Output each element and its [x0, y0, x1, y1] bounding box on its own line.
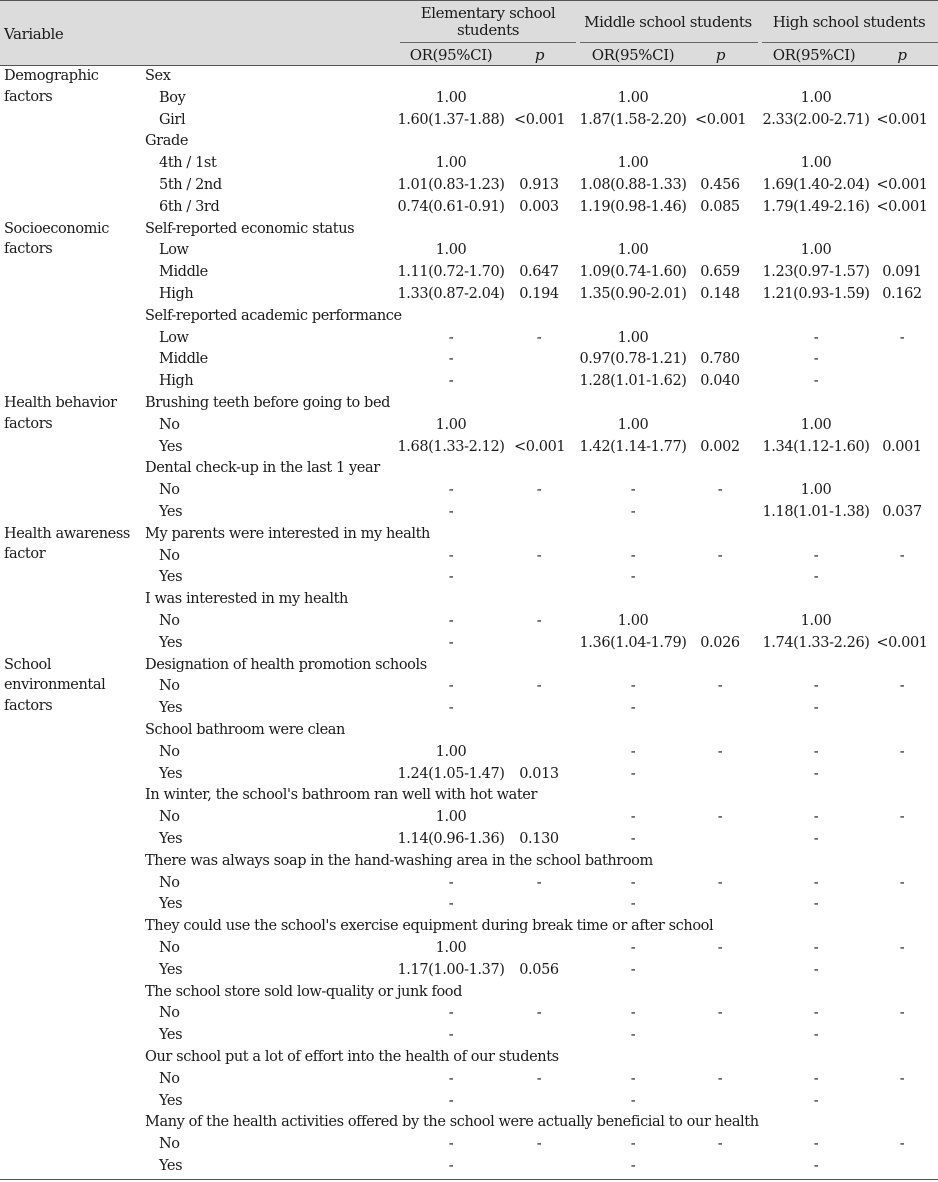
header-divider-middle [580, 42, 758, 43]
cell-high-or: - [813, 1070, 819, 1087]
cell-high-p: - [899, 329, 905, 346]
row-variable-label: I was interested in my health [145, 591, 348, 608]
cell-elem-or: - [448, 874, 454, 891]
cell-high-or: 1.00 [800, 613, 832, 629]
cell-elem-or: - [448, 1158, 454, 1174]
cell-elem-or: - [448, 569, 454, 586]
cell-middle-or: - [630, 482, 636, 499]
cell-high-or: - [813, 1136, 819, 1153]
row-option-label: Yes [159, 634, 183, 651]
cell-high-p: - [899, 940, 905, 956]
category-label: School environmental factors [4, 656, 106, 714]
row-option-label: No [159, 482, 180, 499]
cell-middle-or: - [630, 700, 636, 717]
cell-middle-or: 1.00 [617, 329, 649, 346]
row-option-label: Yes [159, 1027, 183, 1044]
cell-middle-or: - [630, 1027, 636, 1044]
cell-high-or: 1.23(0.97-1.57) [762, 264, 870, 281]
cell-high-p: - [899, 874, 905, 891]
header-group-elementary: Elementary school students [420, 4, 556, 39]
cell-elem-or: - [448, 700, 454, 717]
row-option-label: 5th / 2nd [159, 177, 222, 193]
cell-high-p: <0.001 [876, 111, 928, 128]
row-option-label: No [159, 1136, 180, 1153]
cell-middle-or: - [630, 547, 636, 564]
cell-middle-or: - [630, 961, 636, 978]
cell-elem-p: 0.647 [519, 264, 559, 281]
row-option-label: Yes [159, 831, 183, 847]
cell-middle-p: - [717, 743, 723, 760]
cell-high-or: 1.00 [800, 416, 832, 433]
cell-elem-or: - [448, 351, 454, 368]
row-option-label: Yes [159, 896, 183, 913]
cell-high-p: - [899, 809, 905, 826]
row-option-label: Low [159, 329, 189, 346]
cell-elem-or: 1.60(1.37-1.88) [397, 111, 505, 128]
cell-high-or: - [813, 547, 819, 564]
cell-elem-or: - [448, 1136, 454, 1153]
cell-elem-p: - [536, 613, 542, 629]
cell-middle-or: 1.36(1.04-1.79) [579, 634, 687, 651]
cell-high-or: - [813, 874, 819, 891]
cell-middle-or: - [630, 765, 636, 782]
row-option-label: No [159, 613, 180, 629]
header-p-elementary: p [534, 46, 545, 64]
cell-elem-p: - [536, 1136, 542, 1153]
row-option-label: No [159, 940, 180, 956]
row-variable-label: The school store sold low-quality or junk food [145, 983, 463, 1000]
row-option-label: No [159, 547, 180, 564]
cell-elem-or: - [448, 1005, 454, 1022]
cell-middle-or: 0.97(0.78-1.21) [579, 351, 687, 368]
row-option-label: No [159, 743, 180, 760]
cell-middle-or: 1.42(1.14-1.77) [579, 438, 687, 455]
cell-elem-or: - [448, 482, 454, 499]
row-option-label: Yes [159, 1092, 183, 1109]
row-variable-label: Self-reported economic status [145, 220, 355, 237]
header-or-middle: OR(95%CI) [591, 46, 675, 64]
row-option-label: Girl [159, 111, 186, 128]
cell-middle-p: 0.040 [700, 373, 740, 390]
row-option-label: 4th / 1st [159, 155, 217, 172]
cell-elem-or: 1.00 [435, 155, 467, 172]
cell-elem-p: 0.003 [519, 198, 559, 215]
header-group-middle: Middle school students [584, 13, 752, 31]
cell-high-or: 1.74(1.33-2.26) [762, 634, 870, 651]
cell-middle-p: - [717, 482, 723, 499]
category-label: Socioeconomic factors [4, 220, 109, 258]
row-variable-label: Many of the health activities offered by the school were actually beneficial to our health [145, 1114, 759, 1131]
cell-high-or: 2.33(2.00-2.71) [762, 111, 870, 128]
cell-middle-p: - [717, 809, 723, 826]
row-variable-label: Designation of health promotion schools [145, 656, 427, 673]
cell-middle-p: 0.456 [700, 177, 740, 193]
cell-middle-p: 0.659 [700, 264, 740, 281]
cell-elem-or: 1.00 [435, 809, 467, 826]
cell-middle-or: 1.35(0.90-2.01) [579, 286, 687, 302]
category-label: Demographic factors [4, 68, 99, 105]
cell-high-p: 0.091 [882, 264, 922, 281]
cell-middle-or: 1.19(0.98-1.46) [579, 198, 687, 215]
cell-high-or: - [813, 1027, 819, 1044]
cell-middle-or: 1.87(1.58-2.20) [579, 111, 687, 128]
cell-middle-or: - [630, 940, 636, 956]
cell-elem-or: - [448, 613, 454, 629]
cell-high-p: - [899, 743, 905, 760]
row-variable-label: My parents were interested in my health [145, 525, 430, 542]
header-variable: Variable [4, 25, 64, 43]
cell-high-p: <0.001 [876, 177, 928, 193]
cell-high-or: - [813, 700, 819, 717]
cell-middle-or: - [630, 1092, 636, 1109]
cell-high-or: - [813, 678, 819, 695]
row-variable-label: There was always soap in the hand-washing area in the school bathroom [145, 852, 653, 869]
cell-middle-or: 1.00 [617, 89, 649, 106]
cell-elem-p: <0.001 [514, 111, 566, 128]
cell-middle-p: - [717, 678, 723, 695]
cell-high-or: - [813, 961, 819, 978]
cell-middle-p: 0.148 [700, 286, 740, 302]
header-or-high: OR(95%CI) [772, 46, 856, 64]
cell-middle-or: - [630, 1158, 636, 1174]
cell-elem-or: 1.11(0.72-1.70) [397, 264, 505, 281]
cell-high-or: - [813, 1005, 819, 1022]
cell-elem-p: 0.194 [519, 286, 559, 302]
row-option-label: Yes [159, 961, 183, 978]
header-divider-elementary [400, 42, 576, 43]
cell-middle-or: - [630, 569, 636, 586]
header-group-high: High school students [772, 13, 926, 31]
cell-middle-p: 0.002 [700, 438, 740, 455]
cell-middle-p: <0.001 [695, 111, 747, 128]
cell-elem-p: 0.056 [519, 961, 559, 978]
cell-middle-or: 1.28(1.01-1.62) [579, 373, 687, 390]
row-variable-label: In winter, the school's bathroom ran well with hot water [145, 787, 537, 804]
cell-middle-p: - [717, 1136, 723, 1153]
cell-elem-or: - [448, 1070, 454, 1087]
row-variable-label: Brushing teeth before going to bed [145, 395, 391, 411]
cell-elem-or: 1.00 [435, 242, 467, 259]
cell-elem-or: 1.24(1.05-1.47) [397, 765, 505, 782]
cell-high-or: - [813, 809, 819, 826]
row-option-label: No [159, 1005, 180, 1022]
cell-elem-p: 0.913 [519, 177, 559, 193]
cell-elem-or: - [448, 329, 454, 346]
row-option-label: Yes [159, 504, 183, 520]
row-option-label: No [159, 416, 180, 433]
cell-elem-or: - [448, 1092, 454, 1109]
cell-middle-p: - [717, 1005, 723, 1022]
row-option-label: Middle [159, 264, 208, 281]
row-option-label: Middle [159, 351, 208, 368]
cell-high-or: 1.00 [800, 482, 832, 499]
cell-high-p: - [899, 678, 905, 695]
cell-elem-or: 1.17(1.00-1.37) [397, 961, 505, 978]
row-option-label: Yes [159, 569, 183, 586]
cell-elem-or: - [448, 1027, 454, 1044]
row-option-label: Low [159, 242, 189, 259]
cell-middle-p: 0.780 [700, 351, 740, 368]
cell-high-or: - [813, 831, 819, 847]
header-divider-high [762, 42, 938, 43]
header-p-high: p [897, 46, 907, 64]
cell-middle-or: - [630, 743, 636, 760]
category-label: Health awareness factor [4, 525, 130, 563]
header-or-elementary: OR(95%CI) [409, 46, 493, 64]
table-header [0, 0, 938, 66]
cell-elem-p: - [536, 678, 542, 695]
cell-middle-or: - [630, 1070, 636, 1087]
cell-middle-or: 1.08(0.88-1.33) [579, 177, 687, 193]
cell-elem-or: 1.68(1.33-2.12) [397, 438, 505, 455]
cell-high-or: - [813, 569, 819, 586]
cell-elem-or: 1.00 [435, 89, 467, 106]
row-variable-label: They could use the school's exercise equipment during break time or after school [145, 918, 714, 935]
cell-high-or: - [813, 1092, 819, 1109]
cell-middle-p: - [717, 874, 723, 891]
cell-high-or: - [813, 1158, 819, 1174]
cell-high-p: - [899, 547, 905, 564]
row-variable-label: Our school put a lot of effort into the health of our students [145, 1049, 559, 1065]
cell-elem-p: <0.001 [514, 438, 566, 455]
cell-high-or: - [813, 329, 819, 346]
cell-elem-p: - [536, 874, 542, 891]
cell-high-or: 1.00 [800, 242, 832, 259]
cell-high-or: 1.69(1.40-2.04) [762, 177, 870, 193]
cell-middle-or: 1.00 [617, 613, 649, 629]
cell-elem-p: 0.130 [519, 831, 559, 847]
row-variable-label: Grade [145, 133, 189, 150]
cell-elem-or: 1.33(0.87-2.04) [397, 286, 505, 302]
cell-middle-or: - [630, 678, 636, 695]
cell-elem-or: - [448, 896, 454, 913]
cell-elem-p: - [536, 547, 542, 564]
row-option-label: High [159, 373, 194, 390]
cell-high-or: - [813, 373, 819, 390]
cell-high-or: 1.79(1.49-2.16) [762, 198, 870, 215]
cell-high-p: <0.001 [876, 634, 928, 651]
cell-middle-or: 1.09(0.74-1.60) [579, 264, 687, 281]
cell-elem-or: 1.00 [435, 940, 467, 956]
cell-middle-or: - [630, 896, 636, 913]
row-option-label: Yes [159, 1158, 183, 1174]
cell-high-or: 1.00 [800, 155, 832, 172]
cell-middle-or: - [630, 874, 636, 891]
cell-high-or: 1.00 [800, 89, 832, 106]
header-p-middle: p [715, 46, 726, 64]
cell-middle-or: - [630, 1005, 636, 1022]
cell-middle-or: 1.00 [617, 155, 649, 172]
cell-high-or: - [813, 351, 819, 368]
cell-high-p: <0.001 [876, 198, 928, 215]
cell-middle-p: 0.026 [700, 634, 740, 651]
row-variable-label: Self-reported academic performance [145, 307, 402, 324]
cell-middle-p: - [717, 940, 723, 956]
cell-elem-or: - [448, 504, 454, 520]
cell-high-or: 1.34(1.12-1.60) [762, 438, 870, 455]
cell-elem-p: - [536, 1005, 542, 1022]
cell-high-p: - [899, 1005, 905, 1022]
cell-high-p: 0.001 [882, 438, 922, 455]
row-variable-label: Dental check-up in the last 1 year [145, 460, 380, 477]
cell-elem-or: 1.00 [435, 416, 467, 433]
cell-high-or: - [813, 765, 819, 782]
row-option-label: No [159, 1070, 180, 1087]
cell-elem-or: 0.74(0.61-0.91) [397, 198, 505, 215]
cell-high-p: - [899, 1070, 905, 1087]
cell-middle-or: 1.00 [617, 416, 649, 433]
row-variable-label: School bathroom were clean [145, 722, 345, 738]
cell-middle-or: - [630, 831, 636, 847]
cell-high-p: 0.162 [882, 286, 922, 302]
cell-high-p: 0.037 [882, 504, 922, 520]
cell-middle-or: - [630, 1136, 636, 1153]
row-option-label: High [159, 286, 194, 302]
row-option-label: Yes [159, 765, 183, 782]
cell-high-or: - [813, 896, 819, 913]
cell-elem-or: 1.14(0.96-1.36) [397, 831, 505, 847]
cell-high-or: - [813, 940, 819, 956]
row-option-label: Yes [159, 438, 183, 455]
cell-high-or: 1.21(0.93-1.59) [762, 286, 870, 302]
cell-elem-or: - [448, 678, 454, 695]
cell-middle-or: - [630, 809, 636, 826]
cell-middle-p: 0.085 [700, 198, 740, 215]
table-bottom-rule [0, 1179, 938, 1180]
cell-middle-or: - [630, 504, 636, 520]
row-option-label: No [159, 678, 180, 695]
cell-middle-p: - [717, 1070, 723, 1087]
cell-elem-p: - [536, 329, 542, 346]
category-label: Health behavior factors [4, 395, 117, 432]
row-variable-label: Sex [145, 68, 171, 84]
row-option-label: No [159, 809, 180, 826]
cell-elem-or: - [448, 547, 454, 564]
row-option-label: Yes [159, 700, 183, 717]
cell-elem-p: 0.013 [519, 765, 559, 782]
cell-elem-or: 1.01(0.83-1.23) [397, 177, 505, 193]
row-option-label: 6th / 3rd [159, 198, 220, 215]
row-option-label: No [159, 874, 180, 891]
cell-high-p: - [899, 1136, 905, 1153]
cell-elem-or: - [448, 634, 454, 651]
cell-elem-or: 1.00 [435, 743, 467, 760]
cell-elem-p: - [536, 1070, 542, 1087]
cell-high-or: 1.18(1.01-1.38) [762, 504, 870, 520]
cell-high-or: - [813, 743, 819, 760]
cell-elem-p: - [536, 482, 542, 499]
cell-middle-p: - [717, 547, 723, 564]
row-option-label: Boy [159, 89, 186, 106]
cell-middle-or: 1.00 [617, 242, 649, 259]
cell-elem-or: - [448, 373, 454, 390]
